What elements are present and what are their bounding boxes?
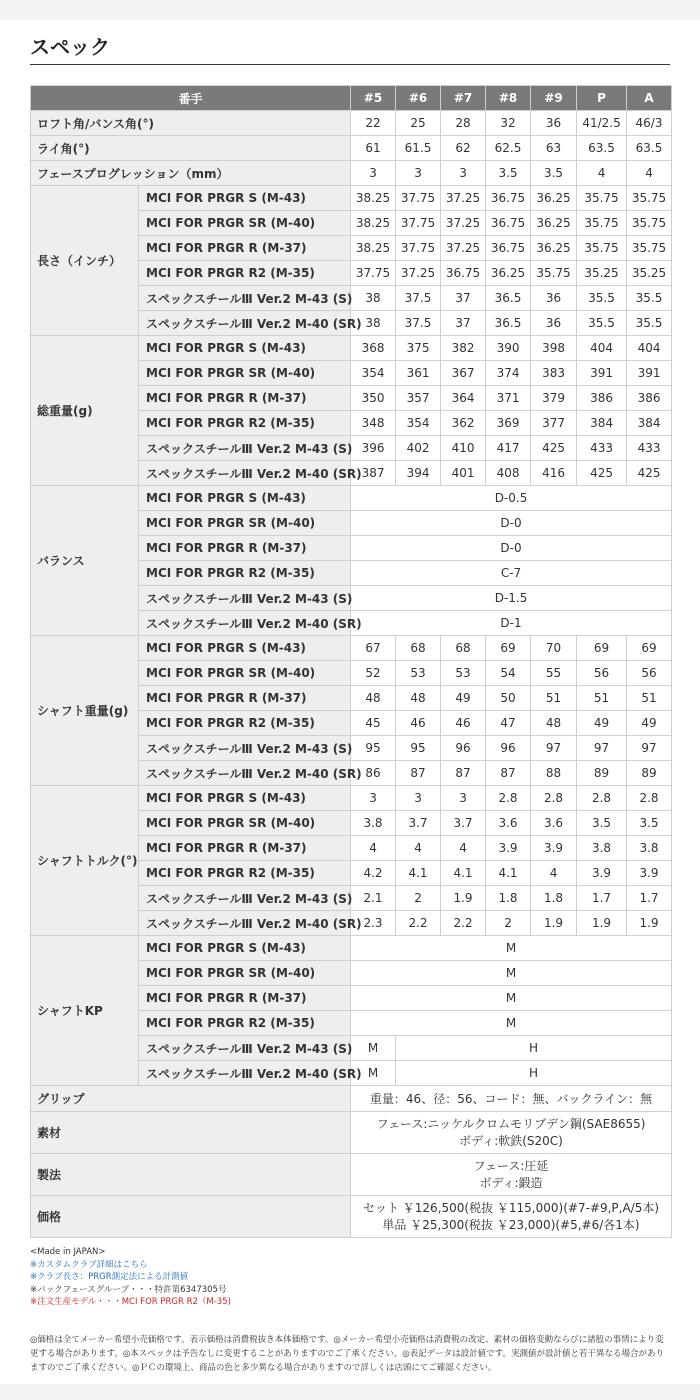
merged-value-cell: D-1.5 xyxy=(351,586,672,611)
merged-value-cell: C-7 xyxy=(351,561,672,586)
value-cell: 36.75 xyxy=(486,236,531,261)
value-cell: 1.9 xyxy=(627,911,672,936)
merged-value-cell: M xyxy=(351,961,672,986)
value-cell: 4 xyxy=(441,836,486,861)
value-cell: 35.75 xyxy=(627,236,672,261)
value-cell: 38.25 xyxy=(351,236,396,261)
price-label: 価格 xyxy=(31,1196,351,1238)
value-cell: 4 xyxy=(627,161,672,186)
value-cell: 364 xyxy=(441,386,486,411)
method-line-2: ボディ:鍛造 xyxy=(479,1175,543,1190)
kp-group-label: シャフトKP xyxy=(31,936,139,1086)
value-cell: 368 xyxy=(351,336,396,361)
value-cell: 37.25 xyxy=(396,261,441,286)
value-cell: 3.8 xyxy=(627,836,672,861)
value-cell: 425 xyxy=(627,461,672,486)
value-cell: 1.8 xyxy=(486,886,531,911)
shaft-name: MCI FOR PRGR S (M-43) xyxy=(139,936,351,961)
value-cell: 36.25 xyxy=(531,236,577,261)
material-line-2: ボディ:軟鉄(S20C) xyxy=(459,1133,563,1148)
value-cell: 391 xyxy=(627,361,672,386)
value-cell: 4 xyxy=(531,861,577,886)
value-cell: 69 xyxy=(577,636,627,661)
shaft-name: スペックスチールⅢ Ver.2 M-40 (SR) xyxy=(139,761,351,786)
shaft-name: スペックスチールⅢ Ver.2 M-40 (SR) xyxy=(139,461,351,486)
value-cell: 22 xyxy=(351,111,396,136)
value-cell: 89 xyxy=(627,761,672,786)
custom-club-link[interactable]: ※カスタムクラブ詳細はこちら xyxy=(30,1259,148,1270)
merged-value-cell: M xyxy=(351,936,672,961)
shaft-name: スペックスチールⅢ Ver.2 M-43 (S) xyxy=(139,586,351,611)
shaft-name: MCI FOR PRGR R (M-37) xyxy=(139,836,351,861)
header-cell: #6 xyxy=(396,86,441,111)
value-cell: 48 xyxy=(396,686,441,711)
value-cell: 404 xyxy=(627,336,672,361)
price-line-1: セット ￥126,500(税抜 ￥115,000)(#7-#9,P,A/5本) xyxy=(362,1200,660,1215)
value-cell: M xyxy=(351,1061,396,1086)
value-cell: 391 xyxy=(577,361,627,386)
shaft-name: MCI FOR PRGR R2 (M-35) xyxy=(139,561,351,586)
value-cell: 46 xyxy=(396,711,441,736)
value-cell: 35.5 xyxy=(627,311,672,336)
shaft-name: MCI FOR PRGR R (M-37) xyxy=(139,536,351,561)
value-cell: 390 xyxy=(486,336,531,361)
table-row xyxy=(31,136,672,161)
value-cell: 1.7 xyxy=(577,886,627,911)
value-cell: 35.5 xyxy=(577,311,627,336)
value-cell: 384 xyxy=(577,411,627,436)
value-cell: 4 xyxy=(577,161,627,186)
value-cell: 49 xyxy=(627,711,672,736)
spec-page xyxy=(0,20,700,1375)
value-cell: 50 xyxy=(486,686,531,711)
row-label: ライ角(°) xyxy=(31,136,351,161)
shaft-name: MCI FOR PRGR S (M-43) xyxy=(139,786,351,811)
value-cell: 51 xyxy=(577,686,627,711)
table-row xyxy=(31,636,672,661)
value-cell: 35.25 xyxy=(627,261,672,286)
price-value xyxy=(351,1196,672,1238)
value-cell: 375 xyxy=(396,336,441,361)
value-cell: 374 xyxy=(486,361,531,386)
value-cell: 52 xyxy=(351,661,396,686)
shaft-name: MCI FOR PRGR R2 (M-35) xyxy=(139,861,351,886)
shaft-name: MCI FOR PRGR R (M-37) xyxy=(139,986,351,1011)
value-cell: 2.1 xyxy=(351,886,396,911)
material-value xyxy=(351,1112,672,1154)
header-cell: #9 xyxy=(531,86,577,111)
value-cell: 433 xyxy=(577,436,627,461)
row-label: ロフト角/バンス角(°) xyxy=(31,111,351,136)
top-band xyxy=(0,0,700,20)
value-cell: 3.9 xyxy=(531,836,577,861)
table-row xyxy=(31,1196,672,1238)
material-line-1: フェース:ニッケルクロムモリブデン鋼(SAE8655) xyxy=(376,1116,646,1131)
value-cell: 387 xyxy=(351,461,396,486)
method-value xyxy=(351,1154,672,1196)
value-cell: 3.7 xyxy=(441,811,486,836)
value-cell: 63 xyxy=(531,136,577,161)
patent-note: ※バックフェースグルーブ・・・特許第6347305号 xyxy=(30,1284,227,1295)
value-cell: 433 xyxy=(627,436,672,461)
value-cell: 3.9 xyxy=(577,861,627,886)
value-cell: 35.5 xyxy=(577,286,627,311)
value-cell: 25 xyxy=(396,111,441,136)
value-cell: 3.9 xyxy=(486,836,531,861)
table-row xyxy=(31,1086,672,1112)
value-cell: 35.75 xyxy=(577,236,627,261)
value-cell: 37.75 xyxy=(396,236,441,261)
balance-group-label: バランス xyxy=(31,486,139,636)
merged-value-cell: H xyxy=(396,1061,672,1086)
value-cell: 35.5 xyxy=(627,286,672,311)
value-cell: 2.8 xyxy=(486,786,531,811)
spec-table-body xyxy=(31,111,672,1238)
value-cell: 69 xyxy=(486,636,531,661)
shaft_weight-group-label: シャフト重量(g) xyxy=(31,636,139,786)
value-cell: 51 xyxy=(627,686,672,711)
value-cell: 53 xyxy=(396,661,441,686)
value-cell: 384 xyxy=(627,411,672,436)
value-cell: 348 xyxy=(351,411,396,436)
value-cell: 38 xyxy=(351,286,396,311)
value-cell: 377 xyxy=(531,411,577,436)
value-cell: 425 xyxy=(577,461,627,486)
value-cell: 37.75 xyxy=(396,186,441,211)
value-cell: 361 xyxy=(396,361,441,386)
merged-value-cell: D-0 xyxy=(351,511,672,536)
value-cell: 36.75 xyxy=(486,186,531,211)
value-cell: 3.6 xyxy=(486,811,531,836)
value-cell: 382 xyxy=(441,336,486,361)
value-cell: 367 xyxy=(441,361,486,386)
value-cell: 87 xyxy=(441,761,486,786)
disclaimer: ◎価格は全てメーカー希望小売価格です。表示価格は消費税抜き本体価格です。◎メーカー希望小売価格は消費税の改定、素材の価格変動ならびに諸般の事情により変更する場合があります。◎本スペックは予告なしに変更することがありますのでご了承ください。◎表記データは設計値です。実測値が設計値と若干異なる場合がありますのでご了承ください。◎ＰＣの環境上、商品の色と多少異なる場合がありますので詳しくは店頭にてご確認ください。 xyxy=(30,1334,664,1373)
value-cell: 3 xyxy=(396,161,441,186)
torque-group-label: シャフトトルク(°) xyxy=(31,786,139,936)
value-cell: 48 xyxy=(351,686,396,711)
shaft-name: スペックスチールⅢ Ver.2 M-40 (SR) xyxy=(139,311,351,336)
merged-value-cell: M xyxy=(351,986,672,1011)
value-cell: 3.8 xyxy=(351,811,396,836)
value-cell: 401 xyxy=(441,461,486,486)
value-cell: 357 xyxy=(396,386,441,411)
header-club-number: 番手 xyxy=(31,86,351,111)
value-cell: 2.2 xyxy=(396,911,441,936)
material-label: 素材 xyxy=(31,1112,351,1154)
table-row xyxy=(31,186,672,211)
value-cell: 2 xyxy=(396,886,441,911)
made-to-order-note: ※注文生産モデル・・・MCI FOR PRGR R2（M-35) xyxy=(30,1297,231,1307)
value-cell: 36.25 xyxy=(486,261,531,286)
value-cell: 398 xyxy=(531,336,577,361)
value-cell: 394 xyxy=(396,461,441,486)
value-cell: 32 xyxy=(486,111,531,136)
value-cell: 38.25 xyxy=(351,186,396,211)
value-cell: 53 xyxy=(441,661,486,686)
value-cell: 4.1 xyxy=(486,861,531,886)
value-cell: 56 xyxy=(577,661,627,686)
value-cell: 35.75 xyxy=(577,211,627,236)
table-row xyxy=(31,786,672,811)
value-cell: 95 xyxy=(396,736,441,761)
shaft-name: スペックスチールⅢ Ver.2 M-43 (S) xyxy=(139,436,351,461)
header-cell: #8 xyxy=(486,86,531,111)
table-row xyxy=(31,486,672,511)
value-cell: 35.25 xyxy=(577,261,627,286)
value-cell: 354 xyxy=(351,361,396,386)
value-cell: 404 xyxy=(577,336,627,361)
grip-label: グリップ xyxy=(31,1086,351,1112)
value-cell: 56 xyxy=(627,661,672,686)
value-cell: 45 xyxy=(351,711,396,736)
table-row xyxy=(31,336,672,361)
shaft-name: MCI FOR PRGR R2 (M-35) xyxy=(139,261,351,286)
value-cell: 49 xyxy=(577,711,627,736)
method-label: 製法 xyxy=(31,1154,351,1196)
value-cell: 383 xyxy=(531,361,577,386)
value-cell: 1.8 xyxy=(531,886,577,911)
shaft-name: MCI FOR PRGR SR (M-40) xyxy=(139,361,351,386)
value-cell: 67 xyxy=(351,636,396,661)
value-cell: 4.1 xyxy=(396,861,441,886)
value-cell: 35.75 xyxy=(531,261,577,286)
value-cell: 62.5 xyxy=(486,136,531,161)
made-in-note: <Made in JAPAN> xyxy=(30,1247,106,1257)
value-cell: 2.3 xyxy=(351,911,396,936)
value-cell: 87 xyxy=(396,761,441,786)
table-row xyxy=(31,1112,672,1154)
value-cell: 416 xyxy=(531,461,577,486)
value-cell: 96 xyxy=(441,736,486,761)
value-cell: 2.8 xyxy=(577,786,627,811)
value-cell: 63.5 xyxy=(627,136,672,161)
header-cell: A xyxy=(627,86,672,111)
shaft-name: MCI FOR PRGR R (M-37) xyxy=(139,236,351,261)
value-cell: 2.8 xyxy=(531,786,577,811)
value-cell: 2.2 xyxy=(441,911,486,936)
table-row xyxy=(31,161,672,186)
value-cell: 63.5 xyxy=(577,136,627,161)
value-cell: 36.5 xyxy=(486,311,531,336)
value-cell: 396 xyxy=(351,436,396,461)
value-cell: 37 xyxy=(441,311,486,336)
value-cell: 417 xyxy=(486,436,531,461)
value-cell: 36.75 xyxy=(441,261,486,286)
value-cell: 4.2 xyxy=(351,861,396,886)
shaft-name: スペックスチールⅢ Ver.2 M-43 (S) xyxy=(139,286,351,311)
table-row xyxy=(31,111,672,136)
value-cell: 3.5 xyxy=(531,161,577,186)
table-header-row xyxy=(31,86,672,111)
value-cell: 1.9 xyxy=(441,886,486,911)
value-cell: 379 xyxy=(531,386,577,411)
value-cell: 371 xyxy=(486,386,531,411)
value-cell: 3 xyxy=(396,786,441,811)
value-cell: 62 xyxy=(441,136,486,161)
value-cell: 386 xyxy=(577,386,627,411)
shaft-name: スペックスチールⅢ Ver.2 M-40 (SR) xyxy=(139,1061,351,1086)
value-cell: 36.75 xyxy=(486,211,531,236)
value-cell: 2 xyxy=(486,911,531,936)
value-cell: 54 xyxy=(486,661,531,686)
value-cell: 408 xyxy=(486,461,531,486)
value-cell: 36 xyxy=(531,286,577,311)
value-cell: 35.75 xyxy=(627,186,672,211)
shaft-name: MCI FOR PRGR R (M-37) xyxy=(139,686,351,711)
shaft-name: MCI FOR PRGR R (M-37) xyxy=(139,386,351,411)
value-cell: 97 xyxy=(531,736,577,761)
merged-value-cell: D-1 xyxy=(351,611,672,636)
value-cell: 97 xyxy=(627,736,672,761)
value-cell: 4 xyxy=(396,836,441,861)
value-cell: 36.25 xyxy=(531,186,577,211)
merged-value-cell: M xyxy=(351,1011,672,1036)
value-cell: 97 xyxy=(577,736,627,761)
weight-group-label: 総重量(g) xyxy=(31,336,139,486)
table-row xyxy=(31,936,672,961)
value-cell: 61 xyxy=(351,136,396,161)
merged-value-cell: D-0.5 xyxy=(351,486,672,511)
notes xyxy=(30,1246,670,1309)
value-cell: 354 xyxy=(396,411,441,436)
value-cell: 48 xyxy=(531,711,577,736)
value-cell: 3.5 xyxy=(486,161,531,186)
shaft-name: スペックスチールⅢ Ver.2 M-40 (SR) xyxy=(139,611,351,636)
value-cell: 55 xyxy=(531,661,577,686)
value-cell: 3 xyxy=(441,786,486,811)
value-cell: 49 xyxy=(441,686,486,711)
value-cell: 89 xyxy=(577,761,627,786)
value-cell: 96 xyxy=(486,736,531,761)
length-note: ※クラブ長さ：PRGR測定法による計測値 xyxy=(30,1272,189,1282)
value-cell: 86 xyxy=(351,761,396,786)
value-cell: 362 xyxy=(441,411,486,436)
header-cell: P xyxy=(577,86,627,111)
shaft-name: MCI FOR PRGR SR (M-40) xyxy=(139,511,351,536)
shaft-name: MCI FOR PRGR R2 (M-35) xyxy=(139,411,351,436)
value-cell: 68 xyxy=(441,636,486,661)
value-cell: 47 xyxy=(486,711,531,736)
value-cell: 3 xyxy=(441,161,486,186)
table-row xyxy=(31,1154,672,1196)
bottom-band xyxy=(0,1384,700,1400)
value-cell: 28 xyxy=(441,111,486,136)
value-cell: 51 xyxy=(531,686,577,711)
spec-table xyxy=(30,85,672,1238)
value-cell: 350 xyxy=(351,386,396,411)
value-cell: 68 xyxy=(396,636,441,661)
value-cell: 37.25 xyxy=(441,211,486,236)
value-cell: 4 xyxy=(351,836,396,861)
value-cell: 46/3 xyxy=(627,111,672,136)
value-cell: 69 xyxy=(627,636,672,661)
value-cell: 37.75 xyxy=(351,261,396,286)
value-cell: 38.25 xyxy=(351,211,396,236)
value-cell: 37.5 xyxy=(396,311,441,336)
page-title: スペック xyxy=(30,35,110,59)
value-cell: 37.5 xyxy=(396,286,441,311)
value-cell: 386 xyxy=(627,386,672,411)
value-cell: M xyxy=(351,1036,396,1061)
value-cell: 1.7 xyxy=(627,886,672,911)
value-cell: 369 xyxy=(486,411,531,436)
shaft-name: スペックスチールⅢ Ver.2 M-43 (S) xyxy=(139,1036,351,1061)
shaft-name: MCI FOR PRGR SR (M-40) xyxy=(139,961,351,986)
value-cell: 1.9 xyxy=(577,911,627,936)
value-cell: 3 xyxy=(351,161,396,186)
merged-value-cell: H xyxy=(396,1036,672,1061)
value-cell: 425 xyxy=(531,436,577,461)
grip-value: 重量：46、径：56、コード：無、バックライン：無 xyxy=(351,1086,672,1112)
value-cell: 3.7 xyxy=(396,811,441,836)
value-cell: 95 xyxy=(351,736,396,761)
title-divider xyxy=(30,64,670,65)
value-cell: 2.8 xyxy=(627,786,672,811)
value-cell: 3.6 xyxy=(531,811,577,836)
price-line-2: 単品 ￥25,300(税抜 ￥23,000)(#5,#6/各1本) xyxy=(382,1217,640,1232)
value-cell: 36.5 xyxy=(486,286,531,311)
value-cell: 35.75 xyxy=(577,186,627,211)
value-cell: 3.5 xyxy=(627,811,672,836)
value-cell: 35.75 xyxy=(627,211,672,236)
value-cell: 4.1 xyxy=(441,861,486,886)
value-cell: 41/2.5 xyxy=(577,111,627,136)
shaft-name: MCI FOR PRGR S (M-43) xyxy=(139,336,351,361)
value-cell: 88 xyxy=(531,761,577,786)
value-cell: 1.9 xyxy=(531,911,577,936)
shaft-name: MCI FOR PRGR SR (M-40) xyxy=(139,661,351,686)
shaft-name: スペックスチールⅢ Ver.2 M-43 (S) xyxy=(139,736,351,761)
value-cell: 37 xyxy=(441,286,486,311)
shaft-name: スペックスチールⅢ Ver.2 M-40 (SR) xyxy=(139,911,351,936)
method-line-1: フェース:圧延 xyxy=(473,1158,549,1173)
value-cell: 87 xyxy=(486,761,531,786)
value-cell: 3.9 xyxy=(627,861,672,886)
value-cell: 38 xyxy=(351,311,396,336)
shaft-name: MCI FOR PRGR S (M-43) xyxy=(139,186,351,211)
header-cell: #5 xyxy=(351,86,396,111)
merged-value-cell: D-0 xyxy=(351,536,672,561)
value-cell: 36 xyxy=(531,111,577,136)
value-cell: 3.8 xyxy=(577,836,627,861)
shaft-name: MCI FOR PRGR SR (M-40) xyxy=(139,811,351,836)
shaft-name: MCI FOR PRGR R2 (M-35) xyxy=(139,1011,351,1036)
value-cell: 37.75 xyxy=(396,211,441,236)
length-group-label: 長さ（インチ） xyxy=(31,186,139,336)
shaft-name: スペックスチールⅢ Ver.2 M-43 (S) xyxy=(139,886,351,911)
header-cell: #7 xyxy=(441,86,486,111)
value-cell: 410 xyxy=(441,436,486,461)
value-cell: 61.5 xyxy=(396,136,441,161)
shaft-name: MCI FOR PRGR S (M-43) xyxy=(139,636,351,661)
value-cell: 36 xyxy=(531,311,577,336)
row-label: フェースプログレッション（mm） xyxy=(31,161,351,186)
value-cell: 36.25 xyxy=(531,211,577,236)
value-cell: 3 xyxy=(351,786,396,811)
value-cell: 70 xyxy=(531,636,577,661)
value-cell: 46 xyxy=(441,711,486,736)
value-cell: 402 xyxy=(396,436,441,461)
value-cell: 37.25 xyxy=(441,186,486,211)
value-cell: 3.5 xyxy=(577,811,627,836)
shaft-name: MCI FOR PRGR R2 (M-35) xyxy=(139,711,351,736)
shaft-name: MCI FOR PRGR SR (M-40) xyxy=(139,211,351,236)
shaft-name: MCI FOR PRGR S (M-43) xyxy=(139,486,351,511)
value-cell: 37.25 xyxy=(441,236,486,261)
